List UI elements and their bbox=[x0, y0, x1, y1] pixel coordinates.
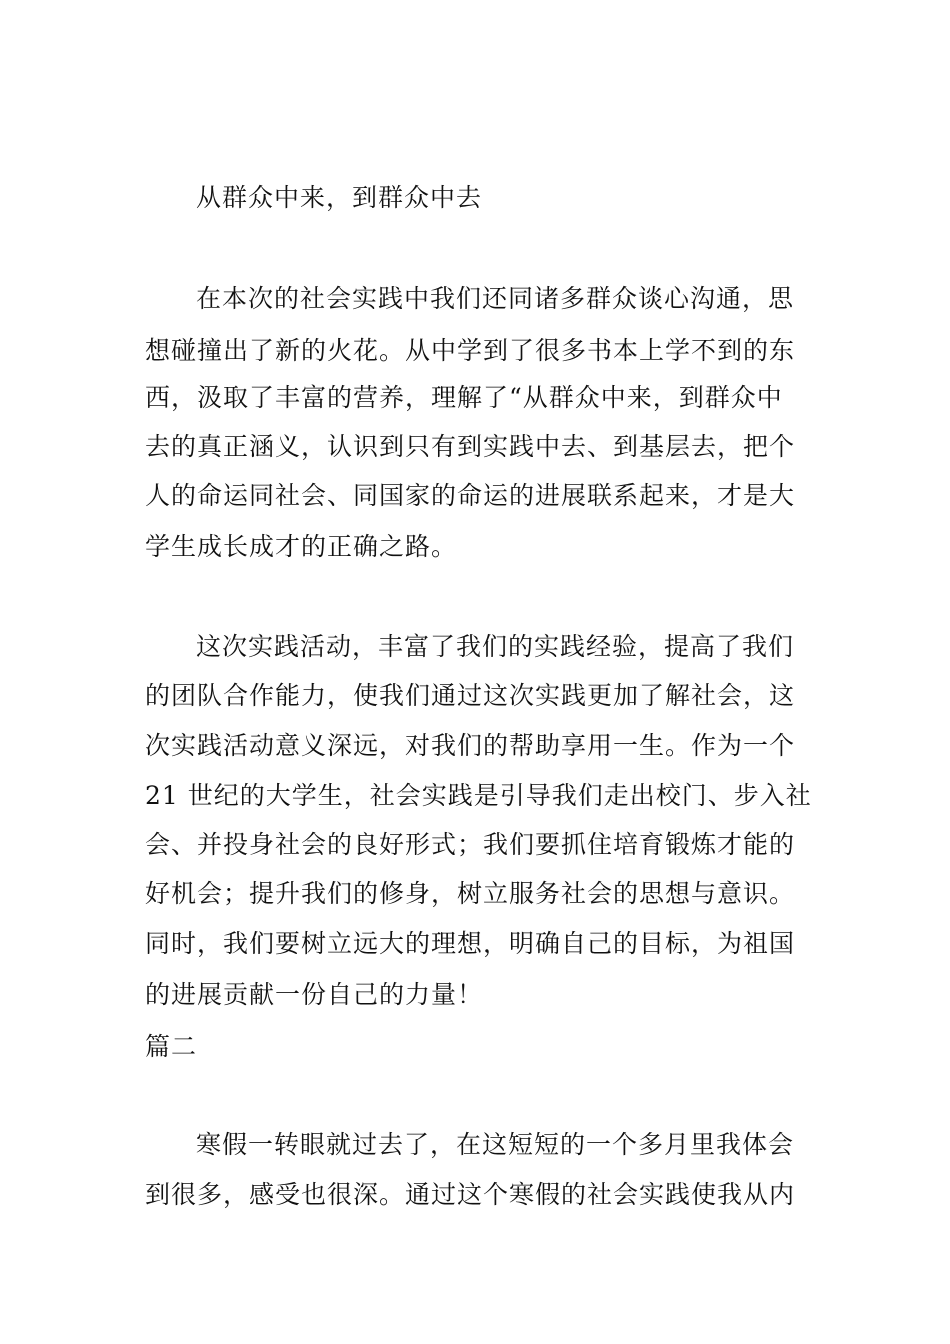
paragraph-line: 寒假一转眼就过去了，在这短短的一个多月里我体会 bbox=[196, 1130, 795, 1159]
paragraph-line: 会、并投身社会的良好形式；我们要抓住培育锻炼才能的 bbox=[145, 830, 796, 859]
paragraph-line: 在本次的社会实践中我们还同诸多群众谈心沟通，思 bbox=[196, 284, 795, 313]
paragraph-line: 21 世纪的大学生，社会实践是引导我们走出校门、步入社 bbox=[145, 781, 812, 810]
paragraph-line: 的进展贡献一份自己的力量！ bbox=[145, 980, 484, 1009]
section-heading: 从群众中来，到群众中去 bbox=[196, 183, 483, 212]
paragraph-line: 同时，我们要树立远大的理想，明确自己的目标，为祖国 bbox=[145, 929, 796, 958]
paragraph-line: 的团队合作能力，使我们通过这次实践更加了解社会，这 bbox=[145, 681, 796, 710]
paragraph-line: 学生成长成才的正确之路。 bbox=[145, 532, 458, 561]
paragraph-line: 人的命运同社会、同国家的命运的进展联系起来，才是大 bbox=[145, 481, 796, 510]
paragraph-line: 这次实践活动，丰富了我们的实践经验，提高了我们 bbox=[196, 632, 795, 661]
paragraph-line: 西，汲取了丰富的营养，理解了“从群众中来，到群众中 bbox=[145, 383, 783, 412]
paragraph-line: 去的真正涵义，认识到只有到实践中去、到基层去，把个 bbox=[145, 432, 796, 461]
paragraph-line: 次实践活动意义深远，对我们的帮助享用一生。作为一个 bbox=[145, 731, 796, 760]
paragraph-line: 好机会；提升我们的修身，树立服务社会的思想与意识。 bbox=[145, 879, 796, 908]
paragraph-line: 想碰撞出了新的火花。从中学到了很多书本上学不到的东 bbox=[145, 336, 796, 365]
paragraph-line: 到很多，感受也很深。通过这个寒假的社会实践使我从内 bbox=[145, 1180, 796, 1209]
section-label: 篇二 bbox=[145, 1032, 198, 1061]
